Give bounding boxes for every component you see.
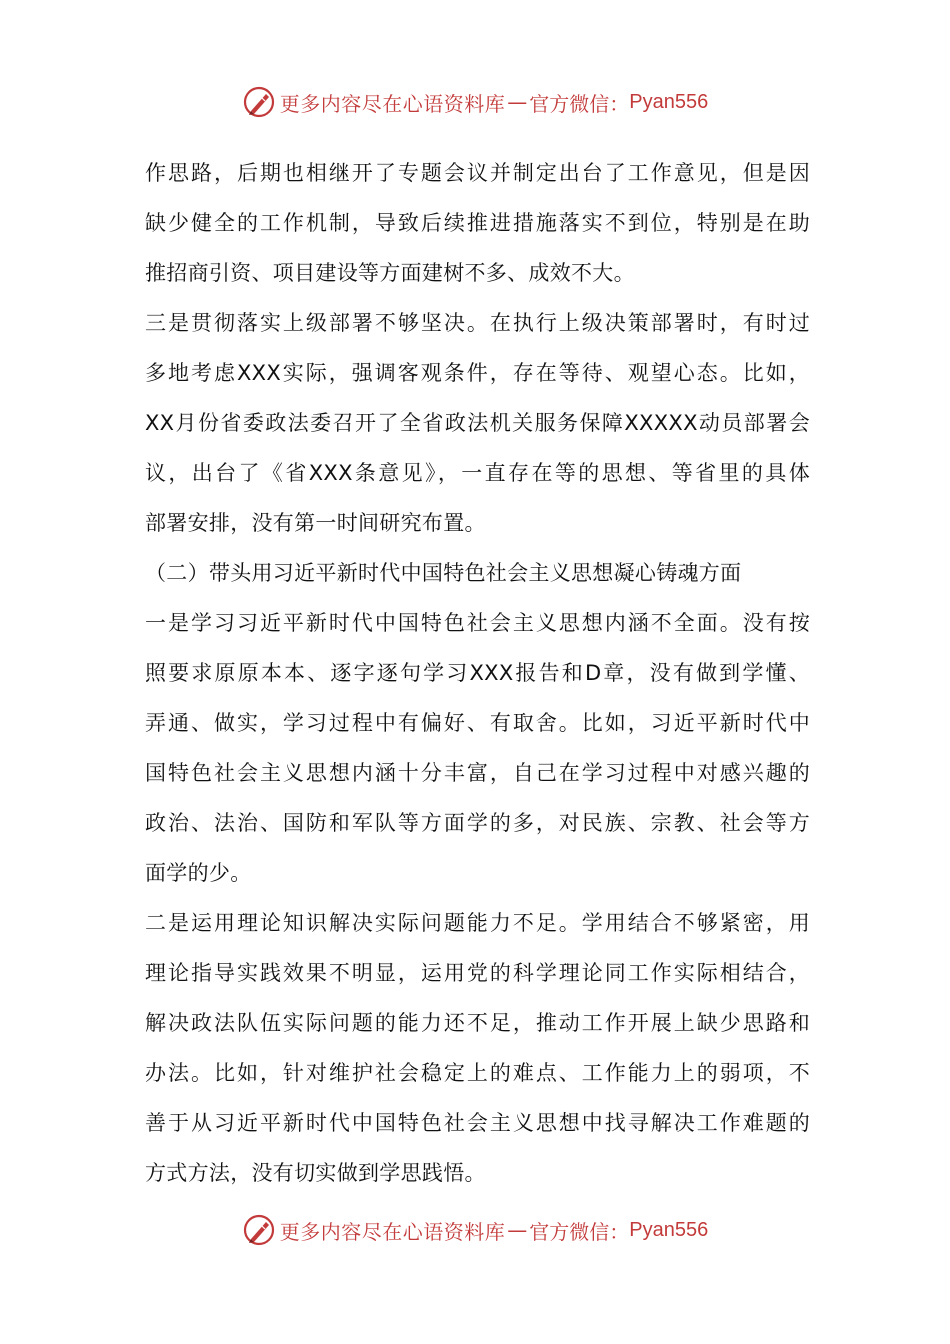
header-wechat-id: Pyan556	[629, 90, 709, 113]
text-line: 解决政法队伍实际问题的能力还不足，推动工作开展上缺少思路和	[145, 1011, 810, 1035]
text-line: 善于从习近平新时代中国特色社会主义思想中找寻解决工作难题的	[145, 1111, 810, 1135]
pen-logo-icon	[242, 85, 276, 119]
text-line: XX月份省委政法委召开了全省政法机关服务保障XXXXX动员部署会	[145, 411, 810, 435]
text-line: 推招商引资、项目建设等方面建树不多、成效不大。	[145, 261, 635, 285]
footer-banner	[0, 1210, 950, 1250]
text-line: 方式方法，没有切实做到学思践悟。	[145, 1161, 486, 1185]
text-line: 一是学习习近平新时代中国特色社会主义思想内涵不全面。没有按	[145, 611, 810, 635]
text-line: 议，出台了《省XXX条意见》，一直存在等的思想、等省里的具体	[145, 461, 810, 485]
text-line: 作思路，后期也相继开了专题会议并制定出台了工作意见，但是因	[145, 161, 810, 185]
text-line: 照要求原原本本、逐字逐句学习XXX报告和D章，没有做到学懂、	[145, 661, 810, 685]
footer-wechat-id: Pyan556	[629, 1218, 709, 1241]
footer-dash: —	[507, 1218, 528, 1242]
footer-brand: 更多内容尽在心语资料库	[279, 1219, 506, 1244]
header-dash: —	[507, 90, 528, 114]
text-line: 政治、法治、国防和军队等方面学的多，对民族、宗教、社会等方	[145, 811, 810, 835]
footer-wechat-label: 官方微信：	[529, 1219, 630, 1244]
text-line: 二是运用理论知识解决实际问题能力不足。学用结合不够紧密，用	[145, 911, 810, 935]
text-line: 理论指导实践效果不明显，运用党的科学理论同工作实际相结合，	[145, 961, 810, 985]
header-wechat-label: 官方微信：	[529, 91, 630, 116]
text-line: 缺少健全的工作机制，导致后续推进措施落实不到位，特别是在助	[145, 211, 810, 235]
text-line: 办法。比如，针对维护社会稳定上的难点、工作能力上的弱项，不	[145, 1061, 810, 1085]
header-brand: 更多内容尽在心语资料库	[279, 91, 506, 116]
text-line: 三是贯彻落实上级部署不够坚决。在执行上级决策部署时，有时过	[145, 311, 810, 335]
header-banner	[0, 82, 950, 122]
text-line: 面学的少。	[145, 861, 252, 885]
text-line: 部署安排，没有第一时间研究布置。	[145, 511, 486, 535]
pen-logo-icon	[242, 1213, 276, 1247]
text-line: 国特色社会主义思想内涵十分丰富，自己在学习过程中对感兴趣的	[145, 761, 810, 785]
document-body	[145, 148, 810, 1198]
section-heading: （二）带头用习近平新时代中国特色社会主义思想凝心铸魂方面	[145, 561, 742, 585]
text-line: 弄通、做实，学习过程中有偏好、有取舍。比如，习近平新时代中	[145, 711, 810, 735]
text-line: 多地考虑XXX实际，强调客观条件，存在等待、观望心态。比如，	[145, 361, 810, 385]
